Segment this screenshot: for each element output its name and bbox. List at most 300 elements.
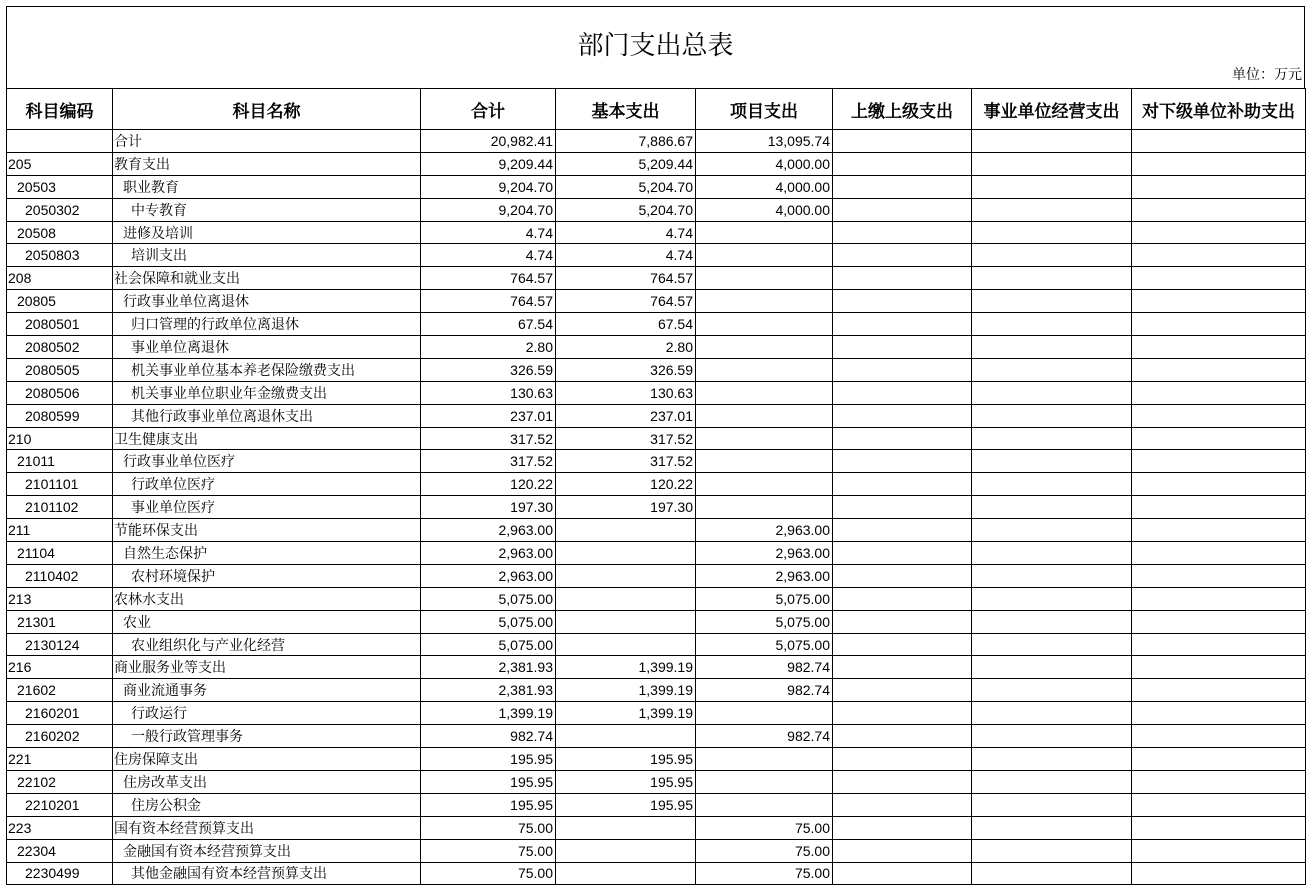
cell-code: 21011 xyxy=(7,450,113,473)
cell-upper xyxy=(833,336,972,359)
cell-subsidy xyxy=(1132,748,1306,771)
cell-code: 21602 xyxy=(7,679,113,702)
cell-code: 2080502 xyxy=(7,336,113,359)
cell-business xyxy=(972,862,1132,885)
cell-name: 事业单位医疗 xyxy=(113,496,421,519)
table-row xyxy=(7,381,1306,404)
cell-project: 982.74 xyxy=(696,656,833,679)
table-row xyxy=(7,748,1306,771)
cell-project xyxy=(696,313,833,336)
cell-total: 982.74 xyxy=(421,725,556,748)
expenditure-sheet xyxy=(6,6,1305,885)
cell-name: 进修及培训 xyxy=(113,221,421,244)
table-row xyxy=(7,725,1306,748)
cell-upper xyxy=(833,770,972,793)
cell-code: 2210201 xyxy=(7,793,113,816)
table-row xyxy=(7,427,1306,450)
cell-project: 5,075.00 xyxy=(696,610,833,633)
cell-business xyxy=(972,564,1132,587)
cell-upper xyxy=(833,587,972,610)
cell-upper xyxy=(833,152,972,175)
cell-basic: 1,399.19 xyxy=(556,702,696,725)
cell-basic: 317.52 xyxy=(556,427,696,450)
cell-basic: 2.80 xyxy=(556,336,696,359)
cell-code: 213 xyxy=(7,587,113,610)
cell-code: 2230499 xyxy=(7,862,113,885)
cell-subsidy xyxy=(1132,862,1306,885)
cell-upper xyxy=(833,564,972,587)
cell-total: 764.57 xyxy=(421,290,556,313)
cell-subsidy xyxy=(1132,130,1306,153)
cell-subsidy xyxy=(1132,542,1306,565)
cell-name: 合计 xyxy=(113,130,421,153)
cell-name: 归口管理的行政单位离退休 xyxy=(113,313,421,336)
cell-upper xyxy=(833,381,972,404)
cell-name: 培训支出 xyxy=(113,244,421,267)
table-row xyxy=(7,770,1306,793)
cell-subsidy xyxy=(1132,496,1306,519)
cell-name: 农村环境保护 xyxy=(113,564,421,587)
cell-upper xyxy=(833,748,972,771)
cell-name: 职业教育 xyxy=(113,175,421,198)
cell-name: 商业服务业等支出 xyxy=(113,656,421,679)
cell-name: 行政事业单位医疗 xyxy=(113,450,421,473)
cell-total: 5,075.00 xyxy=(421,610,556,633)
cell-total: 9,204.70 xyxy=(421,175,556,198)
table-row xyxy=(7,450,1306,473)
cell-basic: 197.30 xyxy=(556,496,696,519)
col-header-total: 合计 xyxy=(421,89,556,130)
cell-project xyxy=(696,427,833,450)
cell-upper xyxy=(833,725,972,748)
cell-subsidy xyxy=(1132,221,1306,244)
cell-project: 982.74 xyxy=(696,725,833,748)
table-row xyxy=(7,519,1306,542)
cell-code xyxy=(7,130,113,153)
cell-name: 机关事业单位基本养老保险缴费支出 xyxy=(113,358,421,381)
cell-total: 67.54 xyxy=(421,313,556,336)
col-header-name: 科目名称 xyxy=(113,89,421,130)
cell-code: 20805 xyxy=(7,290,113,313)
cell-project xyxy=(696,290,833,313)
cell-code: 2050302 xyxy=(7,198,113,221)
cell-upper xyxy=(833,221,972,244)
cell-subsidy xyxy=(1132,587,1306,610)
cell-name: 住房改革支出 xyxy=(113,770,421,793)
cell-code: 2080506 xyxy=(7,381,113,404)
cell-upper xyxy=(833,244,972,267)
cell-upper xyxy=(833,519,972,542)
cell-total: 130.63 xyxy=(421,381,556,404)
table-row xyxy=(7,656,1306,679)
cell-business xyxy=(972,244,1132,267)
cell-business xyxy=(972,381,1132,404)
cell-upper xyxy=(833,450,972,473)
table-row xyxy=(7,610,1306,633)
cell-name: 商业流通事务 xyxy=(113,679,421,702)
cell-basic: 326.59 xyxy=(556,358,696,381)
cell-code: 2160201 xyxy=(7,702,113,725)
cell-basic: 5,204.70 xyxy=(556,175,696,198)
cell-project xyxy=(696,793,833,816)
cell-name: 中专教育 xyxy=(113,198,421,221)
cell-upper xyxy=(833,198,972,221)
table-row xyxy=(7,793,1306,816)
cell-name: 一般行政管理事务 xyxy=(113,725,421,748)
cell-subsidy xyxy=(1132,793,1306,816)
cell-total: 75.00 xyxy=(421,862,556,885)
cell-basic xyxy=(556,633,696,656)
cell-basic xyxy=(556,564,696,587)
col-header-basic: 基本支出 xyxy=(556,89,696,130)
table-row xyxy=(7,679,1306,702)
cell-total: 75.00 xyxy=(421,816,556,839)
cell-subsidy xyxy=(1132,152,1306,175)
cell-business xyxy=(972,679,1132,702)
cell-total: 2,963.00 xyxy=(421,519,556,542)
cell-project: 75.00 xyxy=(696,862,833,885)
cell-total: 4.74 xyxy=(421,244,556,267)
cell-name: 自然生态保护 xyxy=(113,542,421,565)
cell-upper xyxy=(833,358,972,381)
cell-project xyxy=(696,267,833,290)
cell-upper xyxy=(833,313,972,336)
cell-subsidy xyxy=(1132,679,1306,702)
cell-code: 2080505 xyxy=(7,358,113,381)
col-header-business: 事业单位经营支出 xyxy=(972,89,1132,130)
cell-project xyxy=(696,336,833,359)
cell-business xyxy=(972,221,1132,244)
cell-project xyxy=(696,244,833,267)
cell-name: 其他金融国有资本经营预算支出 xyxy=(113,862,421,885)
cell-subsidy xyxy=(1132,381,1306,404)
cell-upper xyxy=(833,175,972,198)
table-row xyxy=(7,816,1306,839)
header-row xyxy=(7,89,1306,130)
cell-code: 20503 xyxy=(7,175,113,198)
cell-upper xyxy=(833,656,972,679)
cell-basic: 130.63 xyxy=(556,381,696,404)
cell-upper xyxy=(833,816,972,839)
table-row xyxy=(7,290,1306,313)
cell-business xyxy=(972,175,1132,198)
cell-upper xyxy=(833,267,972,290)
cell-total: 75.00 xyxy=(421,839,556,862)
cell-total: 2.80 xyxy=(421,336,556,359)
cell-name: 其他行政事业单位离退休支出 xyxy=(113,404,421,427)
cell-code: 2110402 xyxy=(7,564,113,587)
table-row xyxy=(7,633,1306,656)
cell-total: 317.52 xyxy=(421,427,556,450)
cell-subsidy xyxy=(1132,313,1306,336)
cell-business xyxy=(972,725,1132,748)
cell-subsidy xyxy=(1132,473,1306,496)
cell-business xyxy=(972,839,1132,862)
cell-basic: 1,399.19 xyxy=(556,656,696,679)
cell-subsidy xyxy=(1132,404,1306,427)
cell-business xyxy=(972,130,1132,153)
cell-business xyxy=(972,542,1132,565)
cell-total: 9,209.44 xyxy=(421,152,556,175)
cell-business xyxy=(972,793,1132,816)
cell-project xyxy=(696,450,833,473)
cell-total: 195.95 xyxy=(421,793,556,816)
cell-business xyxy=(972,427,1132,450)
table-row xyxy=(7,862,1306,885)
table-row xyxy=(7,702,1306,725)
cell-code: 20508 xyxy=(7,221,113,244)
cell-project xyxy=(696,702,833,725)
cell-code: 2050803 xyxy=(7,244,113,267)
table-row xyxy=(7,587,1306,610)
cell-project: 4,000.00 xyxy=(696,175,833,198)
cell-total: 197.30 xyxy=(421,496,556,519)
title-area xyxy=(6,6,1305,88)
cell-basic: 764.57 xyxy=(556,290,696,313)
cell-code: 21301 xyxy=(7,610,113,633)
cell-project: 2,963.00 xyxy=(696,519,833,542)
cell-project xyxy=(696,381,833,404)
col-header-code: 科目编码 xyxy=(7,89,113,130)
cell-business xyxy=(972,656,1132,679)
unit-label: 单位：万元 xyxy=(1232,66,1302,82)
cell-subsidy xyxy=(1132,656,1306,679)
cell-total: 2,381.93 xyxy=(421,656,556,679)
cell-subsidy xyxy=(1132,290,1306,313)
cell-subsidy xyxy=(1132,336,1306,359)
cell-total: 2,381.93 xyxy=(421,679,556,702)
cell-name: 农业组织化与产业化经营 xyxy=(113,633,421,656)
cell-project: 13,095.74 xyxy=(696,130,833,153)
cell-code: 2130124 xyxy=(7,633,113,656)
cell-total: 237.01 xyxy=(421,404,556,427)
cell-upper xyxy=(833,610,972,633)
cell-business xyxy=(972,336,1132,359)
cell-business xyxy=(972,633,1132,656)
cell-subsidy xyxy=(1132,816,1306,839)
cell-business xyxy=(972,519,1132,542)
cell-subsidy xyxy=(1132,702,1306,725)
cell-code: 208 xyxy=(7,267,113,290)
cell-code: 205 xyxy=(7,152,113,175)
table-row xyxy=(7,496,1306,519)
table-row xyxy=(7,542,1306,565)
cell-code: 211 xyxy=(7,519,113,542)
cell-upper xyxy=(833,862,972,885)
cell-total: 195.95 xyxy=(421,770,556,793)
cell-project: 2,963.00 xyxy=(696,542,833,565)
table-row xyxy=(7,839,1306,862)
col-header-subsidy: 对下级单位补助支出 xyxy=(1132,89,1306,130)
cell-project: 982.74 xyxy=(696,679,833,702)
cell-name: 节能环保支出 xyxy=(113,519,421,542)
cell-business xyxy=(972,267,1132,290)
cell-name: 农业 xyxy=(113,610,421,633)
cell-subsidy xyxy=(1132,610,1306,633)
table-row xyxy=(7,267,1306,290)
cell-name: 社会保障和就业支出 xyxy=(113,267,421,290)
cell-project xyxy=(696,404,833,427)
cell-total: 4.74 xyxy=(421,221,556,244)
cell-total: 764.57 xyxy=(421,267,556,290)
table-row xyxy=(7,404,1306,427)
cell-project xyxy=(696,748,833,771)
cell-subsidy xyxy=(1132,633,1306,656)
cell-upper xyxy=(833,793,972,816)
cell-upper xyxy=(833,130,972,153)
cell-project: 5,075.00 xyxy=(696,587,833,610)
cell-business xyxy=(972,748,1132,771)
cell-total: 20,982.41 xyxy=(421,130,556,153)
table-row xyxy=(7,152,1306,175)
cell-code: 216 xyxy=(7,656,113,679)
cell-basic: 764.57 xyxy=(556,267,696,290)
cell-upper xyxy=(833,473,972,496)
cell-basic xyxy=(556,519,696,542)
cell-basic: 5,209.44 xyxy=(556,152,696,175)
cell-basic: 1,399.19 xyxy=(556,679,696,702)
table-row xyxy=(7,358,1306,381)
table-row xyxy=(7,313,1306,336)
page-title: 部门支出总表 xyxy=(577,31,734,61)
cell-subsidy xyxy=(1132,358,1306,381)
cell-name: 事业单位离退休 xyxy=(113,336,421,359)
cell-total: 5,075.00 xyxy=(421,633,556,656)
cell-basic: 237.01 xyxy=(556,404,696,427)
cell-name: 住房公积金 xyxy=(113,793,421,816)
cell-upper xyxy=(833,427,972,450)
cell-subsidy xyxy=(1132,427,1306,450)
cell-business xyxy=(972,198,1132,221)
cell-upper xyxy=(833,404,972,427)
cell-business xyxy=(972,152,1132,175)
cell-code: 2080599 xyxy=(7,404,113,427)
cell-basic xyxy=(556,862,696,885)
table-row xyxy=(7,221,1306,244)
cell-code: 2160202 xyxy=(7,725,113,748)
cell-basic: 4.74 xyxy=(556,244,696,267)
cell-total: 326.59 xyxy=(421,358,556,381)
cell-total: 317.52 xyxy=(421,450,556,473)
table-row xyxy=(7,336,1306,359)
cell-total: 5,075.00 xyxy=(421,587,556,610)
cell-name: 行政事业单位离退休 xyxy=(113,290,421,313)
cell-subsidy xyxy=(1132,198,1306,221)
cell-basic: 4.74 xyxy=(556,221,696,244)
cell-project xyxy=(696,473,833,496)
cell-basic: 120.22 xyxy=(556,473,696,496)
cell-code: 221 xyxy=(7,748,113,771)
cell-total: 120.22 xyxy=(421,473,556,496)
expenditure-table xyxy=(6,88,1306,885)
cell-name: 机关事业单位职业年金缴费支出 xyxy=(113,381,421,404)
cell-total: 1,399.19 xyxy=(421,702,556,725)
cell-project: 75.00 xyxy=(696,839,833,862)
cell-business xyxy=(972,587,1132,610)
table-row xyxy=(7,244,1306,267)
cell-upper xyxy=(833,839,972,862)
cell-project: 75.00 xyxy=(696,816,833,839)
cell-subsidy xyxy=(1132,770,1306,793)
cell-project: 4,000.00 xyxy=(696,152,833,175)
cell-upper xyxy=(833,633,972,656)
table-row xyxy=(7,130,1306,153)
cell-total: 195.95 xyxy=(421,748,556,771)
cell-business xyxy=(972,473,1132,496)
cell-name: 国有资本经营预算支出 xyxy=(113,816,421,839)
cell-subsidy xyxy=(1132,450,1306,473)
cell-subsidy xyxy=(1132,725,1306,748)
cell-name: 行政单位医疗 xyxy=(113,473,421,496)
col-header-project: 项目支出 xyxy=(696,89,833,130)
cell-basic xyxy=(556,587,696,610)
cell-basic xyxy=(556,610,696,633)
table-row xyxy=(7,564,1306,587)
cell-subsidy xyxy=(1132,519,1306,542)
cell-business xyxy=(972,358,1132,381)
cell-basic: 5,204.70 xyxy=(556,198,696,221)
cell-name: 行政运行 xyxy=(113,702,421,725)
cell-upper xyxy=(833,702,972,725)
cell-upper xyxy=(833,542,972,565)
cell-subsidy xyxy=(1132,175,1306,198)
cell-project xyxy=(696,221,833,244)
cell-business xyxy=(972,290,1132,313)
cell-basic: 195.95 xyxy=(556,793,696,816)
cell-code: 2101102 xyxy=(7,496,113,519)
cell-business xyxy=(972,770,1132,793)
cell-name: 农林水支出 xyxy=(113,587,421,610)
cell-code: 2080501 xyxy=(7,313,113,336)
cell-business xyxy=(972,496,1132,519)
cell-basic: 317.52 xyxy=(556,450,696,473)
cell-upper xyxy=(833,679,972,702)
cell-business xyxy=(972,313,1132,336)
cell-basic: 67.54 xyxy=(556,313,696,336)
cell-business xyxy=(972,816,1132,839)
cell-project xyxy=(696,358,833,381)
cell-basic: 195.95 xyxy=(556,748,696,771)
cell-business xyxy=(972,450,1132,473)
cell-total: 9,204.70 xyxy=(421,198,556,221)
cell-basic xyxy=(556,542,696,565)
cell-code: 2101101 xyxy=(7,473,113,496)
cell-subsidy xyxy=(1132,564,1306,587)
cell-business xyxy=(972,404,1132,427)
cell-name: 金融国有资本经营预算支出 xyxy=(113,839,421,862)
cell-name: 住房保障支出 xyxy=(113,748,421,771)
table-row xyxy=(7,473,1306,496)
cell-name: 教育支出 xyxy=(113,152,421,175)
cell-project xyxy=(696,770,833,793)
cell-subsidy xyxy=(1132,267,1306,290)
cell-project: 2,963.00 xyxy=(696,564,833,587)
cell-basic: 195.95 xyxy=(556,770,696,793)
col-header-upper: 上缴上级支出 xyxy=(833,89,972,130)
table-row xyxy=(7,198,1306,221)
cell-total: 2,963.00 xyxy=(421,564,556,587)
cell-code: 223 xyxy=(7,816,113,839)
cell-upper xyxy=(833,290,972,313)
cell-subsidy xyxy=(1132,244,1306,267)
cell-upper xyxy=(833,496,972,519)
cell-basic xyxy=(556,816,696,839)
cell-code: 22102 xyxy=(7,770,113,793)
table-row xyxy=(7,175,1306,198)
cell-project: 4,000.00 xyxy=(696,198,833,221)
cell-total: 2,963.00 xyxy=(421,542,556,565)
cell-basic xyxy=(556,725,696,748)
